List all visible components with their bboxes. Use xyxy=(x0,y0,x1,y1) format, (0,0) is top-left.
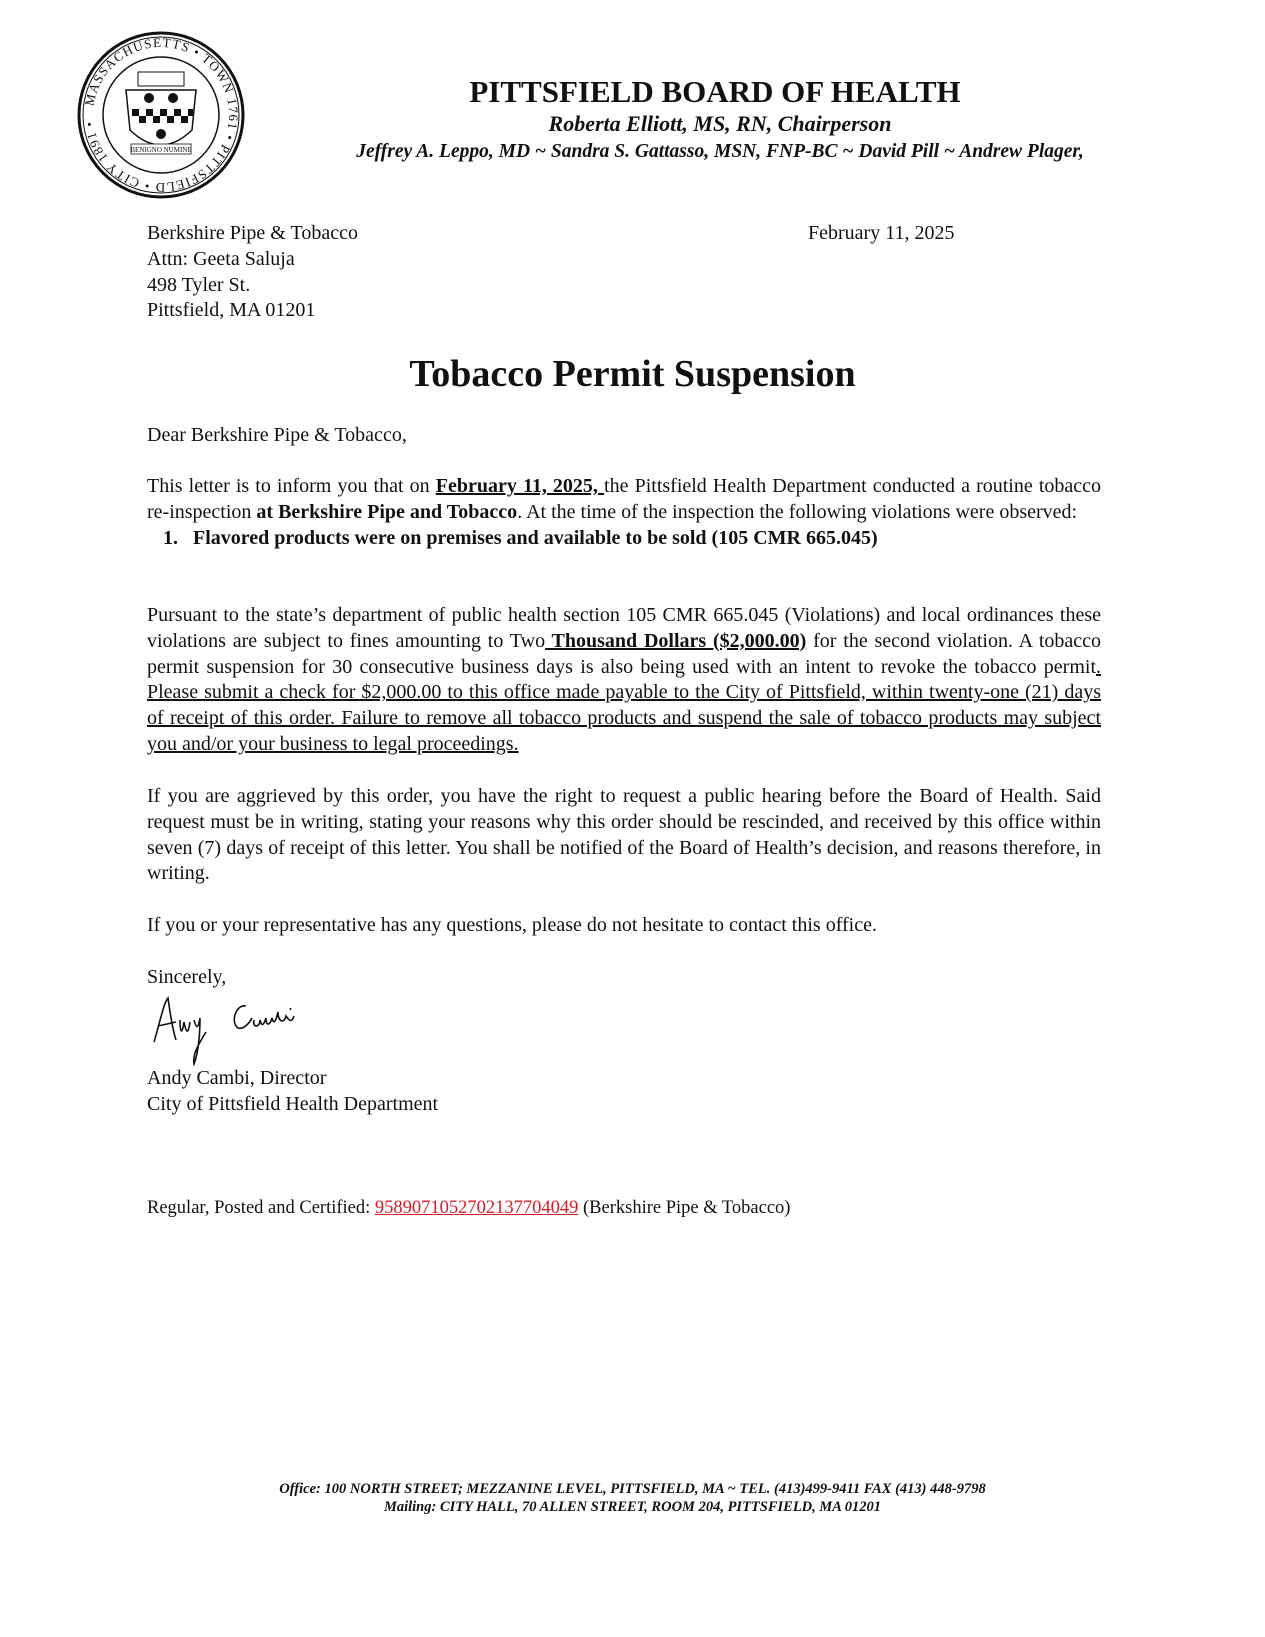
inspection-date: February 11, 2025, xyxy=(435,475,605,497)
recipient-city: Pittsfield, MA 01201 xyxy=(147,299,316,322)
penalty-paragraph xyxy=(147,603,1101,758)
mailing-address: Mailing: CITY HALL, 70 ALLEN STREET, ROOM 204, PITTSFIELD, MA 01201 xyxy=(383,1499,882,1515)
tracking-number-link[interactable]: 9589071052702137704049 xyxy=(374,1198,579,1218)
svg-text:MASSACHUSETTS • TOWN 1761 • PI: MASSACHUSETTS • TOWN 1761 • PITTSFIELD • CITY 1891 • xyxy=(81,34,242,196)
text: Pursuant to the state’s department of public health section 105 CMR 665.045 (Violations) and local ordinances these violations are subject to fines amounting to Two xyxy=(147,604,1101,652)
certified-mail-line xyxy=(147,1196,790,1220)
inspection-place: at Berkshire Pipe and Tobacco xyxy=(256,500,518,523)
signer-department: City of Pittsfield Health Department xyxy=(147,1092,439,1115)
appeal-paragraph: If you are aggrieved by this order, you have the right to request a public hearing before the Board of Health. Said request must be in writing, stating your reasons why this order should be rescinded, and received by this office within seven (7) days of receipt of this letter. You shall be notified of the Board of Health’s decision, and reasons therefore, in writing. xyxy=(147,785,1101,885)
chairperson: Roberta Elliott, MS, RN, Chairperson xyxy=(548,111,892,136)
text: for the second violation. A tobacco permit suspension for 30 consecutive business days is also being used with an intent to revoke the tobacco permit xyxy=(147,629,1101,678)
signature-image xyxy=(150,992,300,1070)
certified-recipient: (Berkshire Pipe & Tobacco) xyxy=(578,1198,791,1218)
city-seal-logo xyxy=(76,30,246,200)
office-address: Office: 100 NORTH STREET; MEZZANINE LEVEL, PITTSFIELD, MA ~ TEL. (413)499-9411 FAX (413) 448-9798 xyxy=(279,1481,986,1497)
recipient-attn: Attn: Geeta Saluja xyxy=(147,247,295,270)
recipient-name: Berkshire Pipe & Tobacco xyxy=(147,222,358,244)
inspection-paragraph xyxy=(147,474,1101,551)
board-title: PITTSFIELD BOARD OF HEALTH xyxy=(469,74,961,109)
letter-subject: Tobacco Permit Suspension xyxy=(409,353,856,395)
fine-amount: Thousand Dollars ($2,000.00) xyxy=(545,629,807,652)
letter-date: February 11, 2025 xyxy=(808,222,955,244)
text: This letter is to inform you that on xyxy=(147,475,436,497)
salutation: Dear Berkshire Pipe & Tobacco, xyxy=(147,424,407,446)
closing: Sincerely, xyxy=(147,966,227,988)
svg-text:BENIGNO NUMINE: BENIGNO NUMINE xyxy=(130,146,192,154)
signer-block xyxy=(147,1066,438,1118)
certified-label: Regular, Posted and Certified: xyxy=(147,1198,375,1218)
footer xyxy=(0,1480,1265,1516)
recipient-address xyxy=(147,221,358,324)
violation-item: 1. Flavored products were on premises and available to be sold (105 CMR 665.045) xyxy=(183,526,1101,552)
text: the Pittsfield Health Department conducted a routine tobacco re-inspection xyxy=(147,475,1102,523)
violations-list xyxy=(147,526,1101,552)
letterhead xyxy=(250,74,1190,166)
payment-instructions: . Please submit a check for $2,000.00 to this office made payable to the City of Pittsfield, within twenty-one (21) days of receipt of this order. Failure to remove all tobacco products and suspend the sale of tobacco products may subject you and/or your business to legal proceedings. xyxy=(147,655,1101,755)
recipient-street: 498 Tyler St. xyxy=(147,273,251,296)
board-members: Jeffrey A. Leppo, MD ~ Sandra S. Gattasso, MSN, FNP-BC ~ David Pill ~ Andrew Plager, xyxy=(356,141,1084,162)
signer-name-title: Andy Cambi, Director xyxy=(147,1067,327,1089)
questions-paragraph: If you or your representative has any questions, please do not hesitate to contact this office. xyxy=(147,914,877,936)
text: . At the time of the inspection the following violations were observed: xyxy=(517,500,1078,523)
